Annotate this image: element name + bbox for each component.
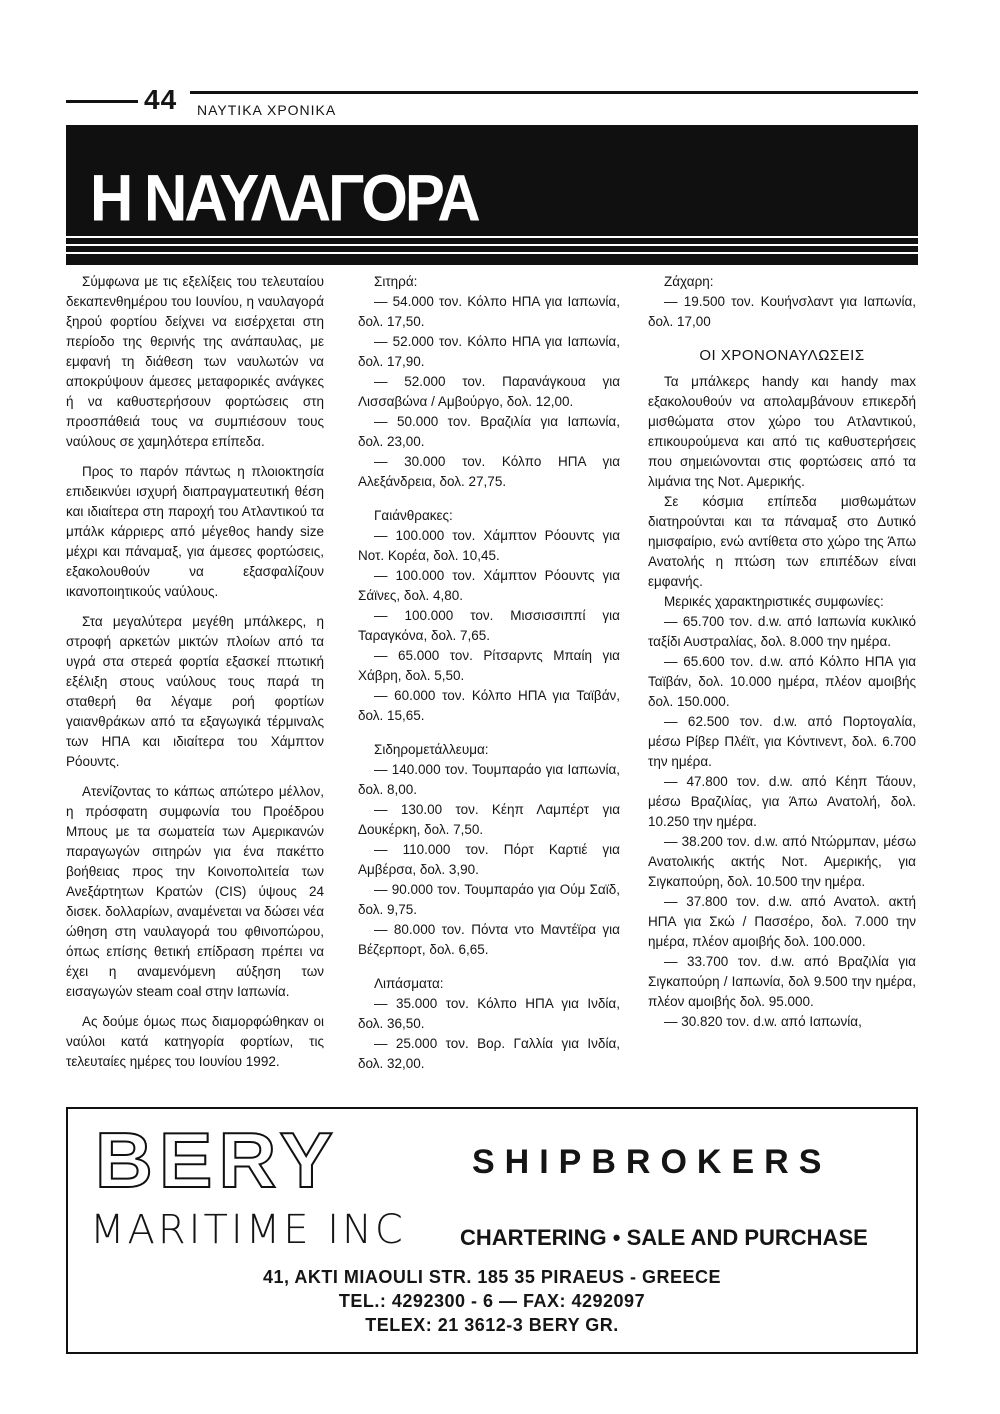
magazine-name: ΝΑΥΤΙΚΑ ΧΡΟΝΙΚΑ: [197, 102, 337, 118]
section-heading: Λιπάσματα:: [374, 976, 444, 991]
list-item: — 54.000 τον. Κόλπο ΗΠΑ για Ιαπωνία, δολ. 17,50.: [358, 294, 620, 329]
list-item: — 65.600 τον. d.w. από Κόλπο ΗΠΑ για Ταϊβάν, δολ. 10.000 ημέρα, πλέον αμοιβής δολ. 150.000.: [648, 654, 916, 709]
section-fertilizers: [358, 974, 620, 1074]
list-item: — 110.000 τον. Πόρτ Καρτιέ για Αμβέρσα, δολ. 3,90.: [358, 842, 620, 877]
list-item: — 100.000 τον. Χάμπτον Ρόουντς για Νοτ. Κορέα, δολ. 10,45.: [358, 528, 620, 563]
list-item: — 35.000 τον. Κόλπο ΗΠΑ για Ινδία, δολ. 36,50.: [358, 996, 620, 1031]
list-item: — 37.800 τον. d.w. από Ανατολ. ακτή ΗΠΑ για Σκώ / Πασσέρο, δολ. 7.000 την ημέρα, πλέον αμοιβής δολ. 100.000.: [648, 894, 916, 949]
services-line: CHARTERING • SALE AND PURCHASE: [460, 1225, 868, 1250]
paragraph: Ατενίζοντας το κάπως απώτερο μέλλον, η πρόσφατη συμφωνία του Προέδρου Μπους με τα σωματεία των Αμερικανών παραγωγών σιτηρών για ένα πακέττο βοήθειας προς την Κοινοπολιτεία των Ανεξάρτητων Κρατών (CIS) ύψους 24 δισεκ. δολλαρίων, αναμένεται να δώσει νέα ώθηση στη ναυλαγορά του φθινοπώρου, όπως επίσης θετική επίδραση πρέπει να έχει η αναμενόμενη αύξηση των εισαγωγών steam coal στην Ιαπωνία.: [66, 784, 324, 999]
list-item: — 60.000 τον. Κόλπο ΗΠΑ για Ταϊβάν, δολ. 15,65.: [358, 688, 620, 723]
list-item: — 25.000 τον. Βορ. Γαλλία για Ινδία, δολ. 32,00.: [358, 1036, 620, 1071]
bery-logo-graphic: [92, 1125, 342, 1197]
list-item: — 130.00 τον. Κέηπ Λαμπέρτ για Δουκέρκη, δολ. 7,50.: [358, 802, 620, 837]
advertisement: [66, 1107, 918, 1354]
list-item: — 62.500 τον. d.w. από Πορτογαλία, μέσω Ρίβερ Πλέϊτ, για Κόντινεντ, δολ. 6.700 την ημέρα.: [648, 714, 916, 769]
paragraph: Τα μπάλκερς handy και handy max εξακολουθούν να απολαμβάνουν επικερδή μισθώματα στον χώρο του Ατλαντικού, επικουρούμενα και από τις καθυστερήσεις που σημειώνονται στις φορτώσεις από τα λιμάνια της Νοτ. Αμερικής.: [648, 374, 916, 489]
phone-fax-line: TEL.: 4292300 - 6 — FAX: 4292097: [338, 1291, 646, 1311]
paragraph: Στα μεγαλύτερα μεγέθη μπάλκερς, η στροφή αρκετών μικτών πλοίων από τα υγρά στα στερεά φορτία εξασκεί πτωτική εξέλιξη στους ναύλους τους παρά τη σταθερή θα λέγαμε ροή φορτίων γαιανθράκων από τα εξαγωγικά τέρμιναλς των ΗΠΑ και ιδιαίτερα του Χάμπτον Ρόουντς.: [66, 614, 324, 769]
section-heading: Ζάχαρη:: [664, 274, 714, 289]
list-item: — 100.000 τον. Μισσισσιππί για Ταραγκόνα, δολ. 7,65.: [358, 608, 620, 643]
list-item: — 30.820 τον. d.w. από Ιαπωνία,: [664, 1014, 862, 1029]
bery-logo-text: BERY: [95, 1125, 339, 1197]
section-grain: [358, 272, 620, 492]
list-item: — 90.000 τον. Τουμπαράο για Ούμ Σαϊδ, δολ. 9,75.: [358, 882, 620, 917]
list-item: — 52.000 τον. Κόλπο ΗΠΑ για Ιαπωνία, δολ. 17,90.: [358, 334, 620, 369]
list-item: — 47.800 τον. d.w. από Κέηπ Τάουν, μέσω Βραζιλίας, για Άπω Ανατολή, δολ. 10.250 την ημέρα.: [648, 774, 916, 829]
section-heading: Γαιάνθρακες:: [374, 508, 453, 523]
list-item: — 50.000 τον. Βραζιλία για Ιαπωνία, δολ. 23,00.: [358, 414, 620, 449]
list-item: — 38.200 τον. d.w. από Ντώρμπαν, μέσω Ανατολικής ακτής Νοτ. Αμερικής, για Σιγκαπούρη, δολ. 10.500 την ημέρα.: [648, 834, 916, 889]
banner-stripe-2: [66, 244, 918, 246]
list-item: — 19.500 τον. Κουήνσλαντ για Ιαπωνία, δολ. 17,00: [648, 294, 916, 329]
header-rule-left: [66, 100, 138, 103]
list-item: — 33.700 τον. d.w. από Βραζιλία για Σιγκαπούρη / Ιαπωνία, δολ 9.500 την ημέρα, πλέον αμοιβής δολ. 95.000.: [648, 954, 916, 1009]
paragraph: Προς το παρόν πάντως η πλοιοκτησία επιδεικνύει ισχυρή διαπραγματευτική θέση και ιδιαίτερα στη παροχή του Ατλαντικού τα μπάλκ κάρριερς από μέγεθος handy size μέχρι και πάναμαξ, για άμεσες φορτώσεις, εξακολουθούν να εξασφαλίζουν ικανοποιητικούς ναύλους.: [66, 464, 324, 599]
list-item: — 140.000 τον. Τουμπαράο για Ιαπωνία, δολ. 8,00.: [358, 762, 620, 797]
list-item: — 30.000 τον. Κόλπο ΗΠΑ για Αλεξάνδρεια, δολ. 27,75.: [358, 454, 620, 489]
list-item: — 65.700 τον. d.w. από Ιαπωνία κυκλικό ταξίδι Αυστραλίας, δολ. 8.000 την ημέρα.: [648, 614, 916, 649]
paragraph: Σε κόσμια επίπεδα μισθωμάτων διατηρούνται και τα πάναμαξ στο Δυτικό ημισφαίριο, ενώ αντίθετα στο χώρο της Άπω Ανατολής η πτώση των επιπέδων είναι εμφανής.: [648, 494, 916, 589]
paragraph: Σύμφωνα με τις εξελίξεις του τελευταίου δεκαπενθημέρου του Ιουνίου, η ναυλαγορά ξηρού φορτίου δείχνει να εισέρχεται στη περίοδο της θερινής της ανάπαυλας, με εμφανή τη διάθεση των ναυλωτών να αποκρύψουν άμεσες μεταφορικές ανάγκες ή να καθυστερήσουν φορτώσεις στη προσπάθειά τους να συμπιέσουν τους ναύλους σε χαμηλότερα επίπεδα.: [66, 274, 324, 449]
paragraph: Ας δούμε όμως πως διαμορφώθηκαν οι ναύλοι κατά κατηγορία φορτίων, τις τελευταίες ημέρες του Ιουνίου 1992.: [66, 1014, 324, 1069]
section-heading: Σιδηρομετάλλευμα:: [374, 742, 489, 757]
header-rule-right: [190, 91, 918, 94]
address-line: 41, AKTI MIAOULI STR. 185 35 PIRAEUS - GREECE: [263, 1267, 721, 1287]
list-item: — 100.000 τον. Χάμπτον Ρόουντς για Σάϊνες, δολ. 4,80.: [358, 568, 620, 603]
paragraph: Μερικές χαρακτηριστικές συμφωνίες:: [664, 594, 884, 609]
banner-stripe-1: [66, 236, 918, 238]
section-heading: Σιτηρά:: [374, 274, 418, 289]
shipbrokers-title: SHIPBROKERS: [472, 1143, 832, 1181]
section-sugar: [648, 272, 916, 332]
banner-stripe-3: [66, 252, 918, 254]
column-time-charters: [648, 272, 916, 1032]
company-suffix: MARITIME INC: [90, 1207, 406, 1253]
bery-logo: [92, 1125, 342, 1197]
time-charter-heading: ΟΙ ΧΡΟΝΟΝΑΥΛΩΣΕΙΣ: [699, 347, 865, 364]
page-number: 44: [144, 84, 178, 115]
column-voyage-rates: [358, 272, 620, 1088]
list-item: — 52.000 τον. Παρανάγκουα για Λισσαβώνα / Αμβούργο, δολ. 12,00.: [358, 374, 620, 409]
telex-line: TELEX: 21 3612-3 BERY GR.: [365, 1315, 619, 1335]
section-coal: [358, 506, 620, 726]
list-item: — 65.000 τον. Ρίτσαρντς Μπαίη για Χάβρη, δολ. 5,50.: [358, 648, 620, 683]
list-item: — 80.000 τον. Πόντα ντο Μαντέϊρα για Βέζερπορτ, δολ. 6,65.: [358, 922, 620, 957]
section-title: Η ΝΑΥΛΑΓΟΡΑ: [90, 161, 478, 235]
column-intro: [66, 272, 324, 1072]
section-iron-ore: [358, 740, 620, 960]
